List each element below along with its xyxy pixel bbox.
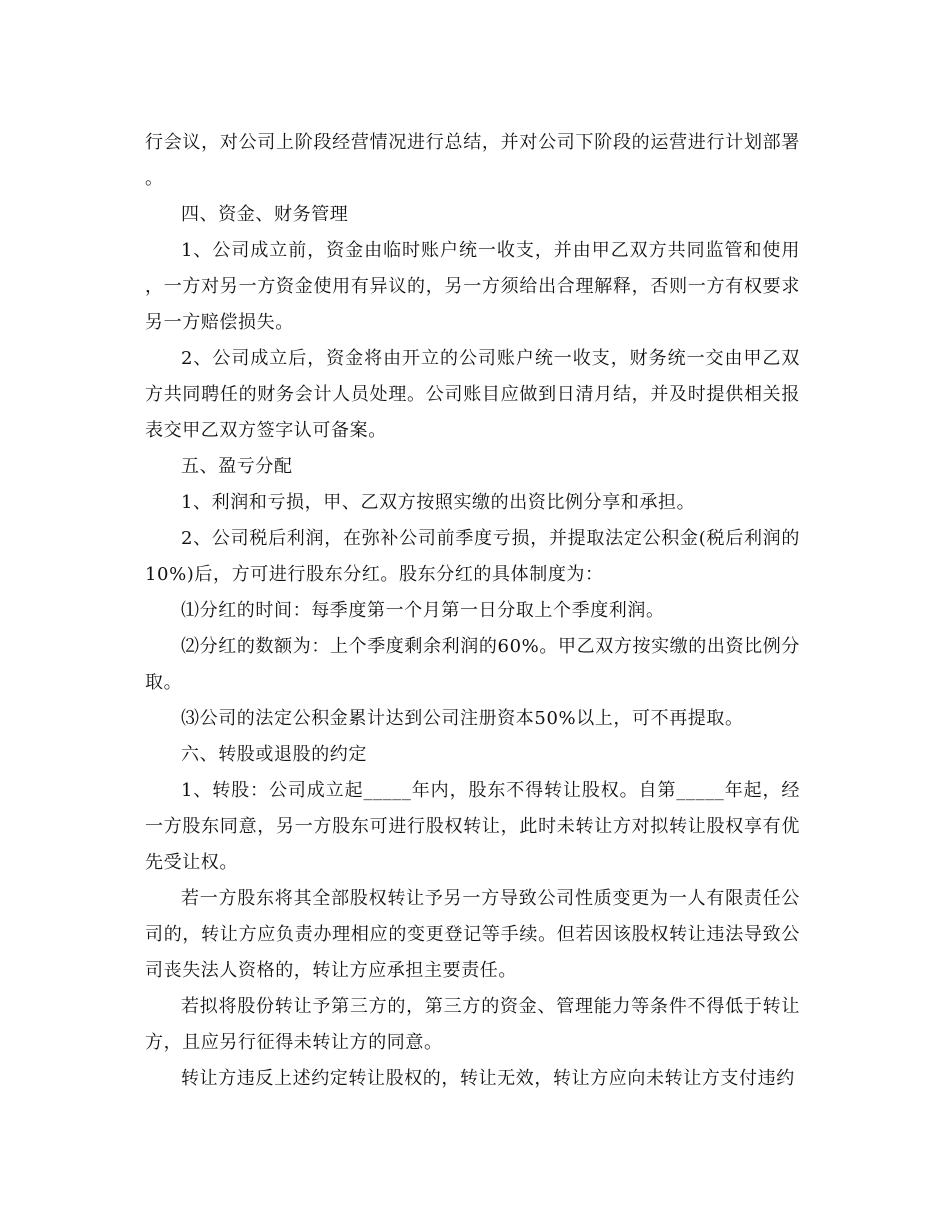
section-heading: 六、转股或退股的约定 bbox=[181, 744, 367, 765]
section-heading: 四、资金、财务管理 bbox=[181, 204, 349, 225]
paragraph: 2、公司成立后，资金将由开立的公司账户统一收支，财务统一交由甲乙双方共同聘任的财务会计人员处理。公司账目应做到日清月结，并及时提供相关报表交甲乙双方签字认可备案。 bbox=[145, 348, 800, 441]
paragraph: 若拟将股份转让予第三方的，第三方的资金、管理能力等条件不得低于转让方，且应另行征得未转让方的同意。 bbox=[145, 996, 800, 1053]
section-heading: 五、盈亏分配 bbox=[181, 456, 293, 477]
paragraph: 1、公司成立前，资金由临时账户统一收支，并由甲乙双方共同监管和使用，一方对另一方资金使用有异议的，另一方须给出合理解释，否则一方有权要求另一方赔偿损失。 bbox=[145, 240, 800, 333]
paragraph: 1、利润和亏损，甲、乙双方按照实缴的出资比例分享和承担。 bbox=[181, 492, 696, 513]
paragraph: 2、公司税后利润，在弥补公司前季度亏损，并提取法定公积金(税后利润的10%)后，方可进行股东分红。股东分红的具体制度为： bbox=[145, 528, 800, 585]
paragraph: 转让方违反上述约定转让股权的，转让无效，转让方应向未转让方支付违约 bbox=[181, 1068, 795, 1089]
paragraph: 1、转股：公司成立起_____年内，股东不得转让股权。自第_____年起，经一方股东同意，另一方股东可进行股权转让，此时未转让方对拟转让股权享有优先受让权。 bbox=[145, 780, 800, 873]
paragraph: 行会议，对公司上阶段经营情况进行总结，并对公司下阶段的运营进行计划部署。 bbox=[145, 132, 800, 189]
list-item: ⑴分红的时间：每季度第一个月第一日分取上个季度利润。 bbox=[181, 600, 665, 621]
document-body bbox=[145, 125, 800, 1097]
list-item: ⑶公司的法定公积金累计达到公司注册资本50%以上，可不再提取。 bbox=[181, 708, 744, 729]
paragraph: 若一方股东将其全部股权转让予另一方导致公司性质变更为一人有限责任公司的，转让方应负责办理相应的变更登记等手续。但若因该股权转让违法导致公司丧失法人资格的，转让方应承担主要责任。 bbox=[145, 888, 800, 981]
list-item: ⑵分红的数额为：上个季度剩余利润的60%。甲乙双方按实缴的出资比例分取。 bbox=[145, 636, 800, 693]
